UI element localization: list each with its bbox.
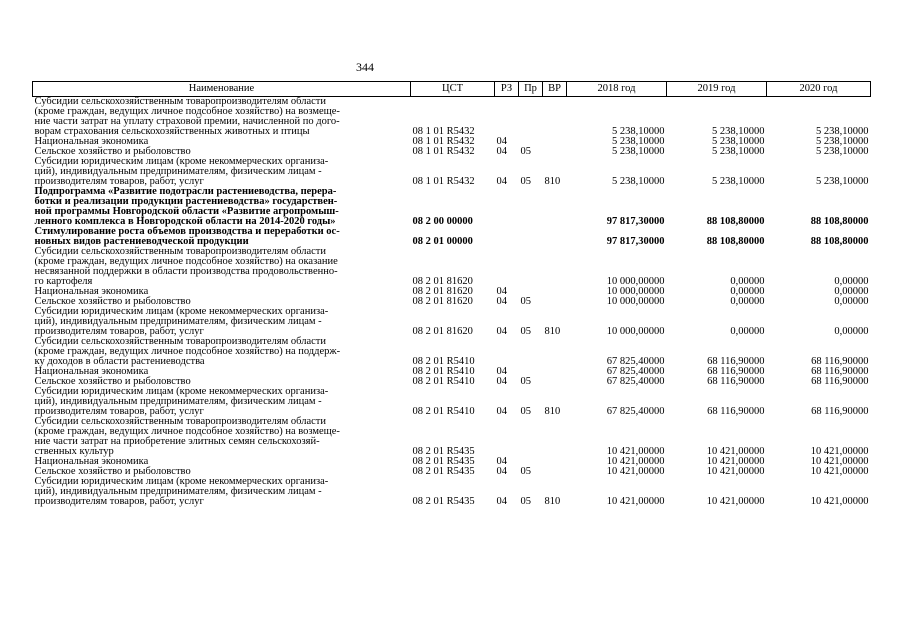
cell-pr: 05 <box>520 296 531 307</box>
cell-vr <box>543 337 567 367</box>
cell-rz: 04 <box>496 326 507 337</box>
cell-pr <box>519 227 543 247</box>
cell-cst: 08 2 01 R5435 <box>412 496 475 507</box>
cell-rz: 04 <box>496 366 507 377</box>
table-header <box>33 82 871 97</box>
cell-2019: 10 421,00000 <box>706 496 765 507</box>
cell-vr: 810 <box>544 176 561 187</box>
table-row <box>33 477 871 507</box>
cell-cst: 08 2 01 R5410 <box>412 376 475 387</box>
cell-pr: 05 <box>520 376 531 387</box>
cell-vr <box>543 137 567 147</box>
cell-2018: 10 000,00000 <box>606 326 665 337</box>
cell-vr <box>543 97 567 138</box>
cell-pr <box>519 417 543 457</box>
cell-2018: 10 421,00000 <box>606 496 665 507</box>
cell-cst: 08 2 01 81620 <box>412 326 473 337</box>
page-number: 344 <box>356 60 374 74</box>
cell-name: Субсидии юридическим лицам (кроме некоммерческих организа- ций), индивидуальным предпринимателям, физическим лицам - производителям товаров, работ, услуг <box>34 306 329 337</box>
cell-2019: 0,00000 <box>730 296 765 307</box>
cell-2018: 10 000,00000 <box>606 296 665 307</box>
cell-2018: 67 825,40000 <box>606 376 665 387</box>
cell-name: Субсидии сельскохозяйственным товаропроизводителям области (кроме граждан, ведущих личное подсобное хозяйство) на оказание несвязанной поддержки в области производства продовольственно- го картофеля <box>34 246 338 287</box>
cell-cst: 08 2 01 81620 <box>412 276 473 287</box>
cell-vr <box>543 367 567 377</box>
cell-2020: 10 421,00000 <box>810 496 869 507</box>
cell-pr: 05 <box>520 496 531 507</box>
cell-2019: 88 108,80000 <box>706 216 765 227</box>
cell-rz <box>495 417 519 457</box>
cell-2019: 0,00000 <box>730 326 765 337</box>
cell-cst: 08 2 01 R5410 <box>412 356 475 367</box>
cell-2018: 10 421,00000 <box>606 446 665 457</box>
table-row <box>33 337 871 367</box>
cell-name: Субсидии сельскохозяйственным товаропроизводителям области (кроме граждан, ведущих личное подсобное хозяйство) на возмеще- ние части затрат на приобретение элитных семян сельскохозяй- ственных культур <box>34 416 340 457</box>
cell-vr: 810 <box>544 326 561 337</box>
cell-2019: 68 116,90000 <box>707 376 765 387</box>
table-row <box>33 247 871 287</box>
cell-2018: 10 000,00000 <box>606 286 665 297</box>
cell-pr <box>519 97 543 138</box>
header-2019: 2019 год <box>667 82 767 97</box>
cell-pr: 05 <box>520 176 531 187</box>
cell-name: Субсидии юридическим лицам (кроме некоммерческих организа- ций), индивидуальным предпринимателям, физическим лицам - производителям товаров, работ, услуг <box>34 476 329 507</box>
cell-name: Национальная экономика <box>34 286 149 297</box>
cell-2019: 68 116,90000 <box>707 356 765 367</box>
cell-pr <box>519 337 543 367</box>
cell-2020: 68 116,90000 <box>811 366 869 377</box>
cell-name: Национальная экономика <box>34 366 149 377</box>
cell-vr: 810 <box>544 496 561 507</box>
cell-cst: 08 1 01 R5432 <box>412 126 475 137</box>
cell-2020: 5 238,10000 <box>816 176 869 187</box>
cell-name: Субсидии сельскохозяйственным товаропроизводителям области (кроме граждан, ведущих личное подсобное хозяйство) на поддерж- ку доходов в области растениеводства <box>34 336 341 367</box>
cell-2019: 10 421,00000 <box>706 446 765 457</box>
cell-rz: 04 <box>496 376 507 387</box>
cell-2020: 10 421,00000 <box>810 446 869 457</box>
cell-2020: 68 116,90000 <box>811 356 869 367</box>
cell-cst: 08 1 01 R5432 <box>412 176 475 187</box>
cell-cst: 08 1 01 R5432 <box>412 146 475 157</box>
cell-rz: 04 <box>496 406 507 417</box>
cell-2018: 5 238,10000 <box>612 146 665 157</box>
cell-pr: 05 <box>520 466 531 477</box>
cell-cst: 08 1 01 R5432 <box>412 136 475 147</box>
cell-cst: 08 2 00 00000 <box>412 216 473 227</box>
header-vr: ВР <box>543 82 567 97</box>
cell-name: Сельское хозяйство и рыболовство <box>34 146 191 157</box>
cell-2019: 68 116,90000 <box>707 366 765 377</box>
cell-2020: 88 108,80000 <box>810 216 869 227</box>
cell-rz: 04 <box>496 466 507 477</box>
cell-rz <box>495 227 519 247</box>
cell-vr <box>543 457 567 467</box>
cell-pr <box>519 187 543 227</box>
cell-vr <box>543 147 567 157</box>
cell-2020: 5 238,10000 <box>816 146 869 157</box>
cell-rz: 04 <box>496 496 507 507</box>
cell-2018: 10 000,00000 <box>606 276 665 287</box>
header-rz: РЗ <box>495 82 519 97</box>
table-row <box>33 227 871 247</box>
cell-2018: 10 421,00000 <box>606 466 665 477</box>
table-row <box>33 307 871 337</box>
header-pr: Пр <box>519 82 543 97</box>
cell-name: Субсидии сельскохозяйственным товаропроизводителям области (кроме граждан, ведущих личное подсобное хозяйство) на возмеще- ние части затрат на уплату страховой премии, начисленной по дого- ворам страхования сельскохозяйственных животных и птицы <box>34 96 340 137</box>
cell-vr <box>543 287 567 297</box>
table-row <box>33 417 871 457</box>
table-row <box>33 187 871 227</box>
cell-rz <box>495 247 519 287</box>
header-cst: ЦСТ <box>411 82 495 97</box>
cell-name: Сельское хозяйство и рыболовство <box>34 466 191 477</box>
cell-vr <box>543 227 567 247</box>
cell-vr <box>543 417 567 457</box>
cell-2020: 5 238,10000 <box>816 126 869 137</box>
cell-vr <box>543 377 567 387</box>
cell-pr <box>519 247 543 287</box>
cell-2020: 68 116,90000 <box>811 376 869 387</box>
cell-rz <box>495 97 519 138</box>
cell-rz <box>495 337 519 367</box>
cell-2019: 10 421,00000 <box>706 466 765 477</box>
cell-cst: 08 2 01 81620 <box>412 296 473 307</box>
cell-2020: 0,00000 <box>834 276 869 287</box>
cell-2020: 88 108,80000 <box>810 236 869 247</box>
cell-vr <box>543 297 567 307</box>
cell-cst: 08 2 01 81620 <box>412 286 473 297</box>
cell-2020: 68 116,90000 <box>811 406 869 417</box>
cell-2018: 10 421,00000 <box>606 456 665 467</box>
header-2018: 2018 год <box>567 82 667 97</box>
cell-vr <box>543 187 567 227</box>
cell-2020: 5 238,10000 <box>816 136 869 147</box>
cell-vr <box>543 467 567 477</box>
cell-cst: 08 2 01 R5435 <box>412 446 475 457</box>
table-body <box>33 97 871 508</box>
cell-2018: 67 825,40000 <box>606 366 665 377</box>
cell-2019: 88 108,80000 <box>706 236 765 247</box>
cell-2019: 5 238,10000 <box>712 126 765 137</box>
table-row <box>33 157 871 187</box>
cell-rz: 04 <box>496 456 507 467</box>
cell-2019: 5 238,10000 <box>712 136 765 147</box>
cell-2020: 10 421,00000 <box>810 456 869 467</box>
cell-rz: 04 <box>496 286 507 297</box>
cell-rz: 04 <box>496 296 507 307</box>
cell-name: Субсидии юридическим лицам (кроме некоммерческих организа- ций), индивидуальным предпринимателям, физическим лицам - производителям товаров, работ, услуг <box>34 386 329 417</box>
cell-rz: 04 <box>496 136 507 147</box>
cell-vr: 810 <box>544 406 561 417</box>
cell-2018: 97 817,30000 <box>606 236 665 247</box>
cell-vr <box>543 247 567 287</box>
table-row <box>33 387 871 417</box>
cell-cst: 08 2 01 00000 <box>412 236 473 247</box>
cell-2019: 0,00000 <box>730 276 765 287</box>
cell-name: Национальная экономика <box>34 136 149 147</box>
cell-rz: 04 <box>496 146 507 157</box>
cell-name: Национальная экономика <box>34 456 149 467</box>
table-row <box>33 97 871 138</box>
cell-name: Сельское хозяйство и рыболовство <box>34 376 191 387</box>
cell-pr: 05 <box>520 146 531 157</box>
cell-2020: 0,00000 <box>834 286 869 297</box>
cell-2018: 97 817,30000 <box>606 216 665 227</box>
cell-2019: 10 421,00000 <box>706 456 765 467</box>
cell-2019: 5 238,10000 <box>712 176 765 187</box>
cell-2020: 0,00000 <box>834 326 869 337</box>
header-2020: 2020 год <box>767 82 871 97</box>
cell-2018: 5 238,10000 <box>612 136 665 147</box>
cell-name: Сельское хозяйство и рыболовство <box>34 296 191 307</box>
cell-name: Стимулирование роста объемов производства и переработки ос- новных видов растениеводческой продукции <box>34 226 340 247</box>
cell-cst: 08 2 01 R5435 <box>412 456 475 467</box>
cell-2018: 5 238,10000 <box>612 176 665 187</box>
cell-rz: 04 <box>496 176 507 187</box>
cell-cst: 08 2 01 R5410 <box>412 406 475 417</box>
cell-2019: 5 238,10000 <box>712 146 765 157</box>
cell-pr: 05 <box>520 326 531 337</box>
cell-2019: 68 116,90000 <box>707 406 765 417</box>
cell-2019: 0,00000 <box>730 286 765 297</box>
cell-cst: 08 2 01 R5410 <box>412 366 475 377</box>
cell-2020: 0,00000 <box>834 296 869 307</box>
cell-2018: 67 825,40000 <box>606 406 665 417</box>
header-name: Наименование <box>33 82 411 97</box>
cell-pr: 05 <box>520 406 531 417</box>
cell-name: Субсидии юридическим лицам (кроме некоммерческих организа- ций), индивидуальным предпринимателям, физическим лицам - производителям товаров, работ, услуг <box>34 156 329 187</box>
cell-name: Подпрограмма «Развитие подотрасли растениеводства, перера- ботки и реализации продукции растениеводства» государствен- ной программы Новгородской области «Развитие агропромыш- ленного комплекса в Новгородской области на 2014-2020 годы» <box>34 186 339 227</box>
budget-table <box>32 81 871 507</box>
cell-2018: 67 825,40000 <box>606 356 665 367</box>
cell-2018: 5 238,10000 <box>612 126 665 137</box>
cell-cst: 08 2 01 R5435 <box>412 466 475 477</box>
cell-rz <box>495 187 519 227</box>
cell-2020: 10 421,00000 <box>810 466 869 477</box>
